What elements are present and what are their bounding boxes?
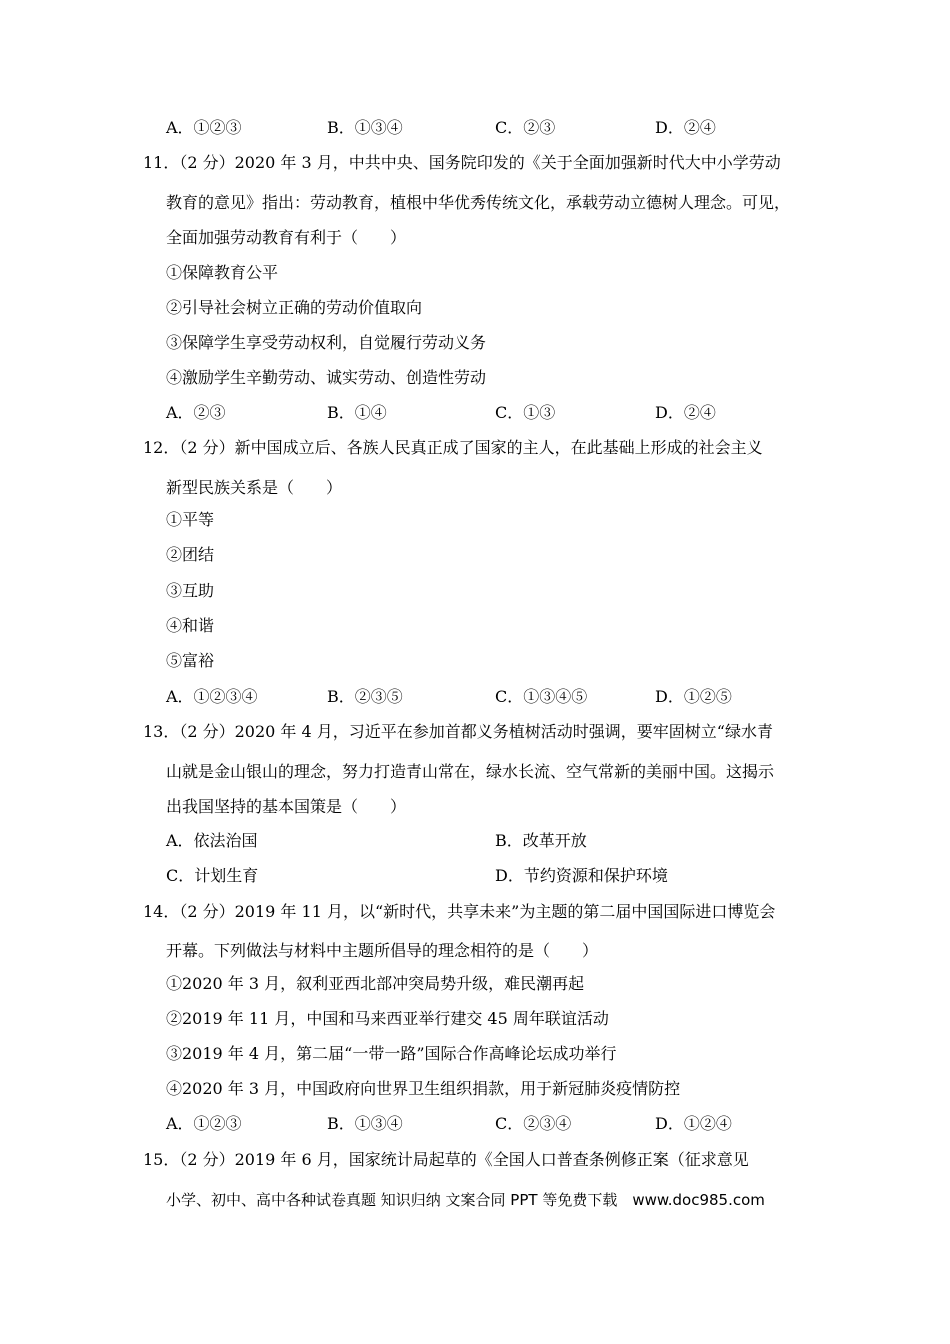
question-13-stem-line-3: 出我国坚持的基本国策是（ ）: [166, 797, 407, 816]
question-14-option-b[interactable]: B．①③④: [327, 1114, 403, 1133]
question-14-item-2: ②2019 年 11 月，中国和马来西亚举行建交 45 周年联谊活动: [166, 1009, 609, 1028]
question-14-stem-line-2: 开幕。下列做法与材料中主题所倡导的理念相符的是（ ）: [166, 941, 599, 960]
question-12-item-4: ④和谐: [166, 616, 215, 635]
question-13-option-d[interactable]: D．节约资源和保护环境: [495, 866, 668, 885]
option-d[interactable]: D．②④: [655, 118, 716, 137]
question-13-option-c[interactable]: C．计划生育: [166, 866, 259, 885]
question-13-stem-line-2: 山就是金山银山的理念，努力打造青山常在，绿水长流、空气常新的美丽中国。这揭示: [166, 762, 775, 781]
question-12-option-d[interactable]: D．①②⑤: [655, 687, 732, 706]
question-14-stem-line-1: 14．（2 分）2019 年 11 月，以“新时代，共享未来”为主题的第二届中国国际进口博览会: [143, 902, 776, 921]
question-12-stem-line-2: 新型民族关系是（ ）: [166, 478, 343, 497]
question-11-option-b[interactable]: B．①④: [327, 403, 387, 422]
question-13-option-b[interactable]: B．改革开放: [495, 831, 587, 850]
question-14-item-1: ①2020 年 3 月，叙利亚西北部冲突局势升级，难民潮再起: [166, 974, 585, 993]
question-11-stem-line-3: 全面加强劳动教育有利于（ ）: [166, 228, 407, 247]
question-14-item-4: ④2020 年 3 月，中国政府向世界卫生组织捐款，用于新冠肺炎疫情防控: [166, 1079, 681, 1098]
question-14-option-a[interactable]: A．①②③: [166, 1114, 242, 1133]
page-footer: 小学、初中、高中各种试卷真题 知识归纳 文案合同 PPT 等免费下载 www.doc985.com: [166, 1191, 765, 1209]
question-11-item-1: ①保障教育公平: [166, 263, 279, 282]
question-13-option-a[interactable]: A．依法治国: [166, 831, 258, 850]
option-c[interactable]: C．②③: [495, 118, 556, 137]
question-14-item-3: ③2019 年 4 月，第二届“一带一路”国际合作高峰论坛成功举行: [166, 1044, 617, 1063]
question-11-option-a[interactable]: A．②③: [166, 403, 226, 422]
question-11-option-d[interactable]: D．②④: [655, 403, 716, 422]
question-11-stem-line-2: 教育的意见》指出：劳动教育，植根中华优秀传统文化，承载劳动立德树人理念。可见，: [166, 193, 791, 212]
option-a[interactable]: A．①②③: [166, 118, 242, 137]
question-12-option-b[interactable]: B．②③⑤: [327, 687, 403, 706]
question-14-option-c[interactable]: C．②③④: [495, 1114, 572, 1133]
question-11-option-c[interactable]: C．①③: [495, 403, 556, 422]
question-12-stem-line-1: 12．（2 分）新中国成立后、各族人民真正成了国家的主人，在此基础上形成的社会主义: [143, 438, 763, 457]
question-11-item-2: ②引导社会树立正确的劳动价值取向: [166, 298, 423, 317]
question-13-stem-line-1: 13．（2 分）2020 年 4 月，习近平在参加首都义务植树活动时强调，要牢固树立“绿水青: [143, 722, 773, 741]
question-11-item-3: ③保障学生享受劳动权利，自觉履行劳动义务: [166, 333, 487, 352]
question-12-item-3: ③互助: [166, 581, 215, 600]
question-12-item-5: ⑤富裕: [166, 651, 215, 670]
question-12-option-a[interactable]: A．①②③④: [166, 687, 258, 706]
question-11-item-4: ④激励学生辛勤劳动、诚实劳动、创造性劳动: [166, 368, 487, 387]
question-15-stem-line-1: 15．（2 分）2019 年 6 月，国家统计局起草的《全国人口普查条例修正案（征求意见: [143, 1150, 749, 1169]
question-11-stem-line-1: 11．（2 分）2020 年 3 月，中共中央、国务院印发的《关于全面加强新时代大中小学劳动: [143, 153, 781, 172]
question-12-option-c[interactable]: C．①③④⑤: [495, 687, 588, 706]
question-12-item-2: ②团结: [166, 545, 215, 564]
question-12-item-1: ①平等: [166, 510, 215, 529]
option-b[interactable]: B．①③④: [327, 118, 403, 137]
question-14-option-d[interactable]: D．①②④: [655, 1114, 732, 1133]
